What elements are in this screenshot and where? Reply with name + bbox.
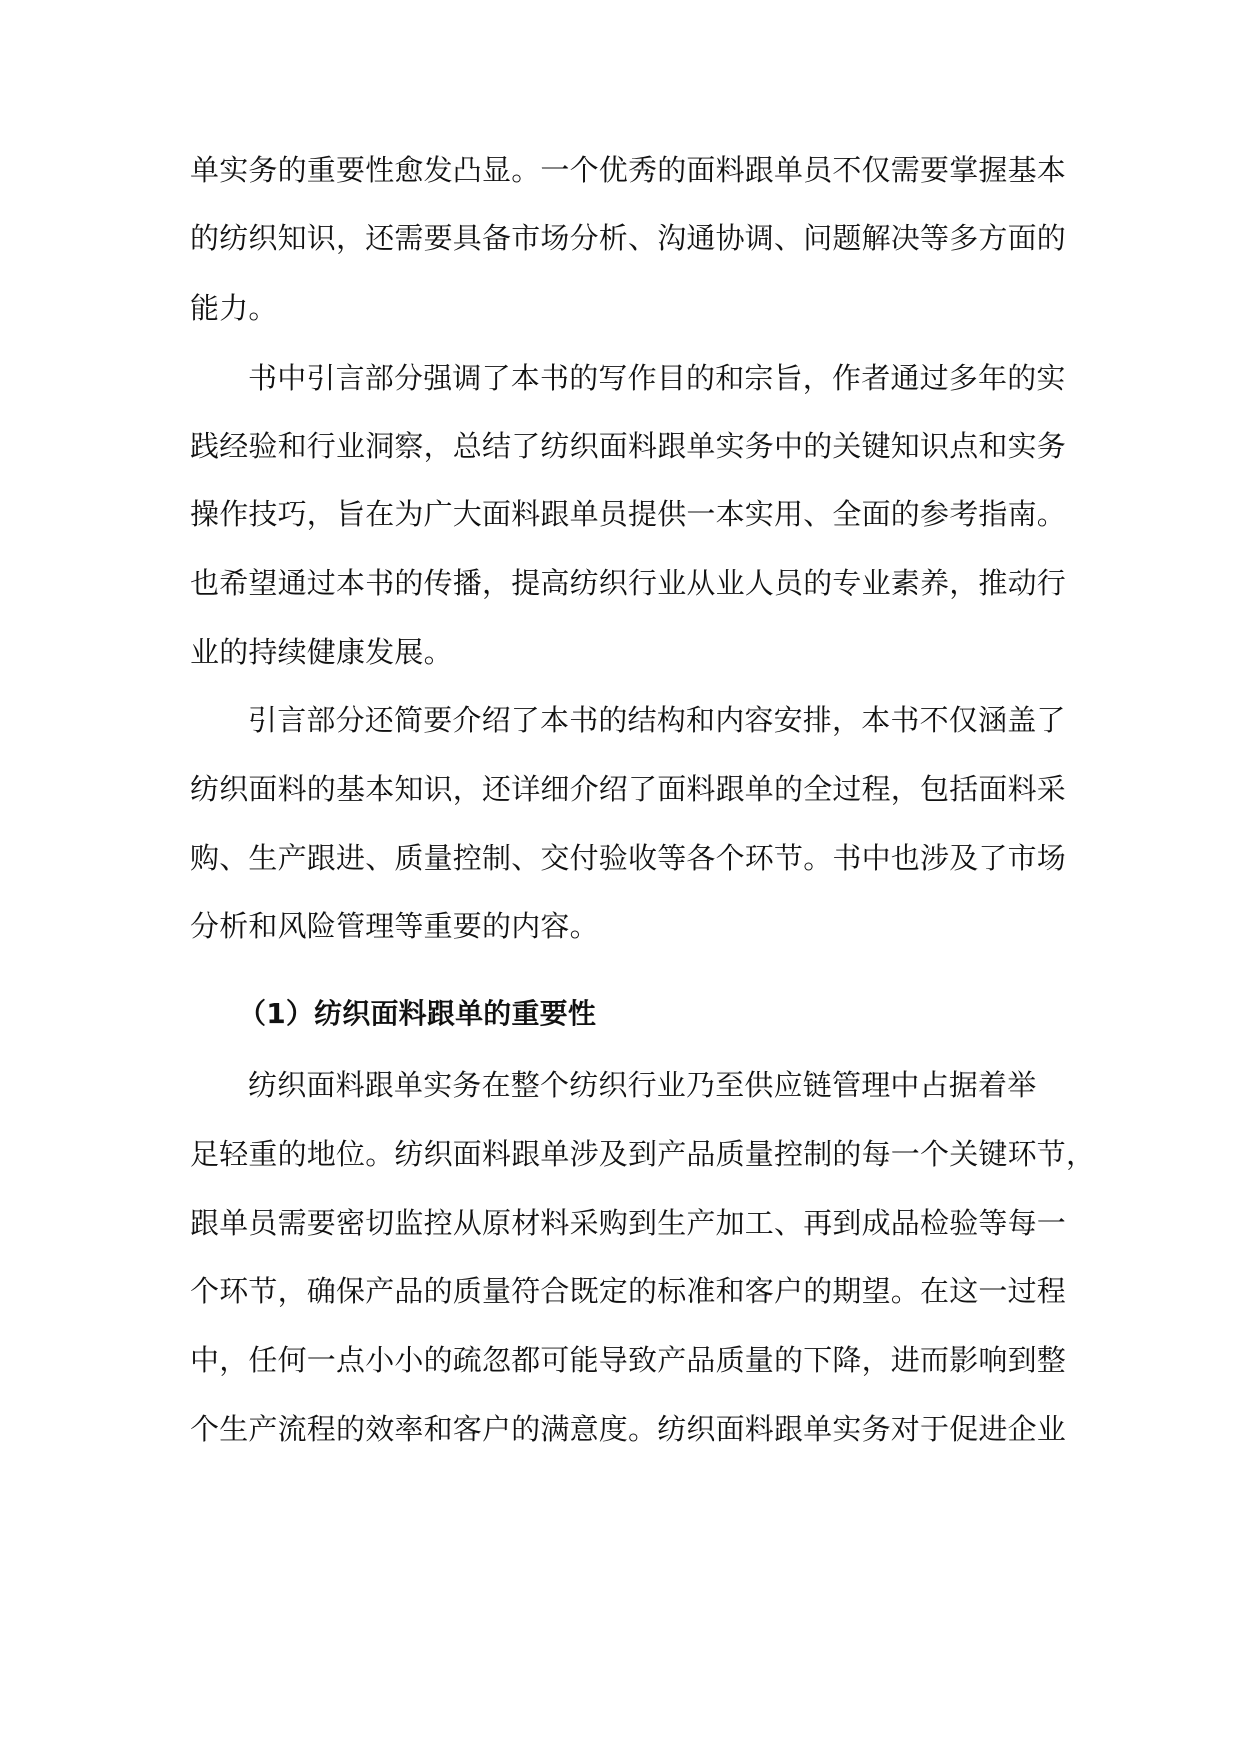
text-line: 纺织面料跟单实务在整个纺织行业乃至供应链管理中占据着举	[248, 1068, 1037, 1102]
text-line: 购、生产跟进、质量控制、交付验收等各个环节。书中也涉及了市场	[190, 841, 1067, 875]
text-line: 书中引言部分强调了本书的写作目的和宗旨，作者通过多年的实	[248, 361, 1066, 395]
text-line: 操作技巧，旨在为广大面料跟单员提供一本实用、全面的参考指南。	[190, 497, 1067, 531]
text-line: 业的持续健康发展。	[190, 635, 453, 669]
text-line: 纺织面料的基本知识，还详细介绍了面料跟单的全过程，包括面料采	[190, 772, 1067, 806]
text-line: 个环节，确保产品的质量符合既定的标准和客户的期望。在这一过程	[190, 1274, 1067, 1308]
text-line: 的纺织知识，还需要具备市场分析、沟通协调、问题解决等多方面的	[190, 221, 1067, 255]
text-line: 践经验和行业洞察，总结了纺织面料跟单实务中的关键知识点和实务	[190, 429, 1067, 463]
text-line: 分析和风险管理等重要的内容。	[190, 909, 599, 943]
text-line: 中，任何一点小小的疏忽都可能导致产品质量的下降，进而影响到整	[190, 1343, 1067, 1377]
text-line: 个生产流程的效率和客户的满意度。纺织面料跟单实务对于促进企业	[190, 1412, 1067, 1446]
text-line: 跟单员需要密切监控从原材料采购到生产加工、再到成品检验等每一	[190, 1206, 1067, 1240]
text-line: 也希望通过本书的传播，提高纺织行业从业人员的专业素养，推动行	[190, 566, 1067, 600]
text-line: 引言部分还简要介绍了本书的结构和内容安排，本书不仅涵盖了	[248, 703, 1066, 737]
text-line: 能力。	[190, 291, 278, 325]
section-heading: （1）纺织面料跟单的重要性	[238, 997, 597, 1030]
text-line: 单实务的重要性愈发凸显。一个优秀的面料跟单员不仅需要掌握基本	[190, 153, 1067, 187]
text-line: 足轻重的地位。纺织面料跟单涉及到产品质量控制的每一个关键环节，	[190, 1137, 1096, 1171]
